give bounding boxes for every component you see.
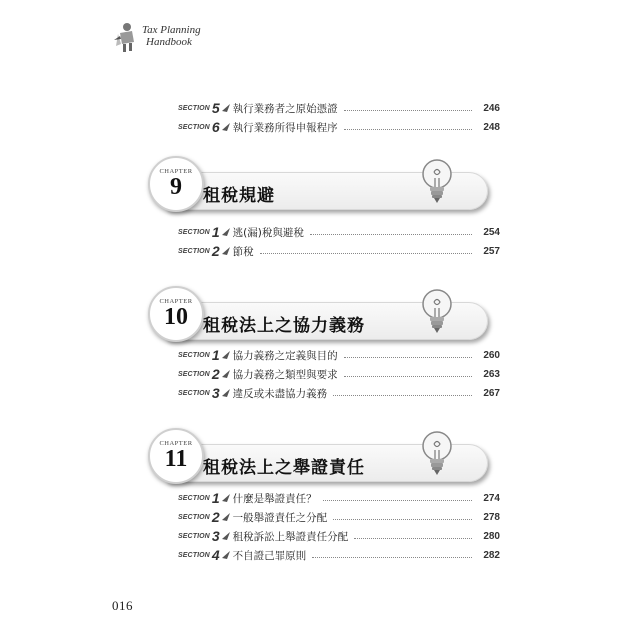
section-title: 什麼是舉證責任？	[232, 492, 317, 505]
section-word: SECTION	[178, 104, 210, 112]
book-title-line2: Handbook	[146, 36, 192, 48]
page-ref: 248	[483, 121, 500, 133]
toc-entry[interactable]	[178, 490, 500, 506]
lightbulb-icon	[420, 158, 454, 208]
page-ref: 263	[483, 368, 500, 380]
arrow-icon	[222, 370, 230, 378]
chapter-number: 10	[164, 304, 188, 330]
section-number: 1	[211, 347, 220, 363]
toc-entry[interactable]	[178, 100, 500, 116]
arrow-icon	[222, 104, 230, 112]
page-ref: 260	[483, 349, 500, 361]
section-title: 協力義務之類型與要求	[232, 368, 338, 381]
toc-entry[interactable]	[178, 528, 500, 544]
section-title: 執行業務者之原始憑證	[232, 102, 338, 115]
arrow-icon	[222, 247, 230, 255]
section-word: SECTION	[178, 389, 210, 397]
page-ref: 257	[483, 245, 500, 257]
section-word: SECTION	[178, 247, 210, 255]
toc-entry[interactable]	[178, 347, 500, 363]
section-word: SECTION	[178, 123, 210, 131]
chapter-word: CHAPTER	[159, 440, 193, 447]
chapter-word: CHAPTER	[159, 168, 193, 175]
section-title: 協力義務之定義與目的	[232, 349, 338, 362]
section-number: 2	[211, 509, 220, 525]
chapter-badge	[148, 428, 204, 484]
leader-dots	[310, 234, 472, 235]
page-ref: 274	[483, 492, 500, 504]
section-number: 3	[211, 385, 220, 401]
section-title: 違反或未盡協力義務	[232, 387, 328, 400]
section-number: 4	[211, 547, 220, 563]
leader-dots	[323, 500, 472, 501]
leader-dots	[354, 538, 472, 539]
chapter-badge	[148, 286, 204, 342]
section-number: 2	[211, 243, 220, 259]
section-title: 逃(漏)稅與避稅	[232, 226, 304, 239]
leader-dots	[312, 557, 472, 558]
section-number: 1	[211, 224, 220, 240]
chapter-banner[interactable]	[148, 156, 490, 228]
toc-entry[interactable]	[178, 547, 500, 563]
section-number: 2	[211, 366, 220, 382]
section-word: SECTION	[178, 532, 210, 540]
arrow-icon	[222, 123, 230, 131]
chapter-title: 租稅法上之舉證責任	[203, 458, 365, 478]
section-word: SECTION	[178, 370, 210, 378]
section-word: SECTION	[178, 228, 210, 236]
page-ref: 254	[483, 226, 500, 238]
chapter-title: 租稅法上之協力義務	[203, 316, 365, 336]
mascot-logo-icon	[112, 22, 138, 54]
leader-dots	[260, 253, 472, 254]
section-number: 1	[211, 490, 220, 506]
leader-dots	[344, 110, 472, 111]
section-word: SECTION	[178, 513, 210, 521]
chapter-number: 11	[164, 446, 188, 472]
arrow-icon	[222, 228, 230, 236]
section-title: 執行業務所得申報程序	[232, 121, 338, 134]
toc-entry[interactable]	[178, 385, 500, 401]
chapter-word: CHAPTER	[159, 298, 193, 305]
chapter-title: 租稅規避	[203, 186, 275, 206]
section-number: 5	[211, 100, 220, 116]
book-title-line1: Tax Planning	[142, 24, 201, 36]
leader-dots	[333, 395, 472, 396]
section-number: 3	[211, 528, 220, 544]
section-title: 租稅訴訟上舉證責任分配	[232, 530, 349, 543]
arrow-icon	[222, 389, 230, 397]
leader-dots	[344, 129, 472, 130]
page-ref: 282	[483, 549, 500, 561]
page-number: 016	[112, 598, 133, 613]
toc-entry[interactable]	[178, 224, 500, 240]
lightbulb-icon	[420, 430, 454, 480]
toc-entry[interactable]	[178, 366, 500, 382]
section-word: SECTION	[178, 551, 210, 559]
leader-dots	[344, 357, 472, 358]
section-word: SECTION	[178, 494, 210, 502]
leader-dots	[333, 519, 472, 520]
leader-dots	[344, 376, 472, 377]
book-title	[142, 24, 201, 48]
lightbulb-icon	[420, 288, 454, 338]
section-number: 6	[211, 119, 220, 135]
arrow-icon	[222, 551, 230, 559]
toc-entry[interactable]	[178, 119, 500, 135]
section-title: 一般舉證責任之分配	[232, 511, 328, 524]
section-title: 不自證己罪原則	[232, 549, 307, 562]
chapter-badge	[148, 156, 204, 212]
arrow-icon	[222, 513, 230, 521]
toc-entry[interactable]	[178, 509, 500, 525]
section-word: SECTION	[178, 351, 210, 359]
arrow-icon	[222, 494, 230, 502]
section-title: 節稅	[232, 245, 254, 258]
chapter-number: 9	[170, 174, 182, 200]
running-header	[112, 18, 232, 62]
arrow-icon	[222, 532, 230, 540]
arrow-icon	[222, 351, 230, 359]
toc-entry[interactable]	[178, 243, 500, 259]
page-ref: 267	[483, 387, 500, 399]
page-ref: 246	[483, 102, 500, 114]
page-ref: 278	[483, 511, 500, 523]
page-ref: 280	[483, 530, 500, 542]
